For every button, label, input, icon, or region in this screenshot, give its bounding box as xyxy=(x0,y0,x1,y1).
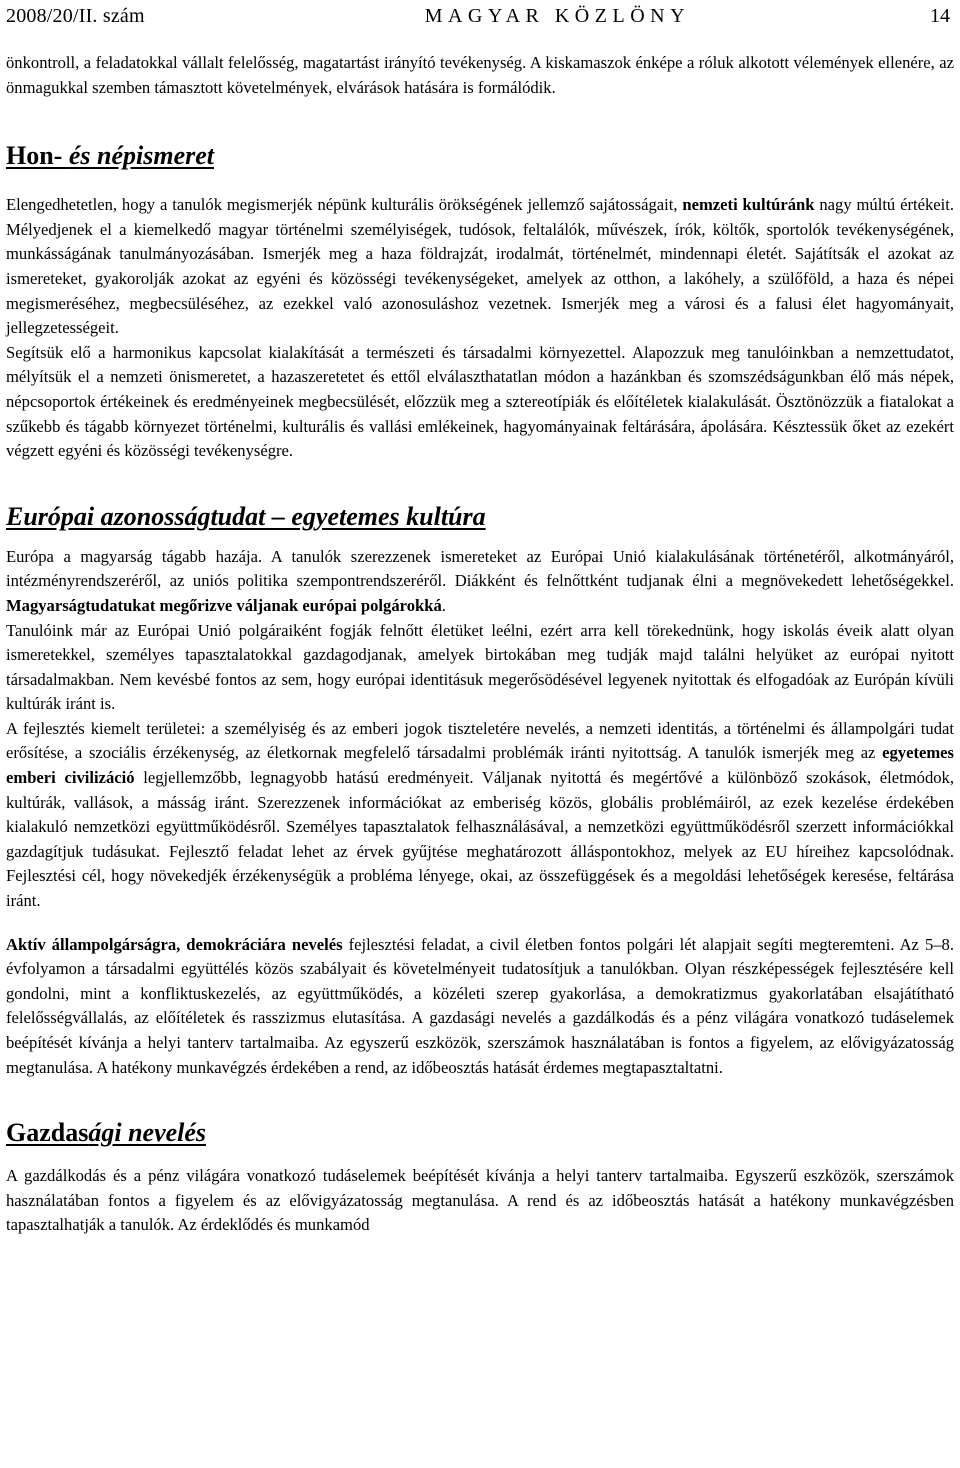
heading-part-italic: ági nevelés xyxy=(88,1118,207,1148)
gazdasagi-paragraph-1: A gazdálkodás és a pénz világára vonatkozó tudáselemek beépítését kívánja a helyi tanterv tartalmaiba. Egyszerű eszközök, szerszámok használatában fontos a figyelem és az elővigyázatosság megtanulása. A rend és az időbeosztás hatását a hatékony munkavégzésben tapasztalhatják a tanulók. Az érdeklődés és munkamód xyxy=(6,1166,954,1235)
europa-paragraph-1 xyxy=(6,545,954,619)
text-run: Elengedhetetlen, hogy a tanulók megismerjék népünk kulturális örökségének jellemző sajátosságait, xyxy=(6,195,683,215)
text-run: fejlesztési feladat, a civil életben fontos polgári lét alapjait segíti megteremteni. Az 5–8. évfolyamon a társadalmi együttélés közös szabályait és követelményeit tudatosítjuk a tanulókban. Olyan részképességek fejlesztésére kell gondolni, mint a konfliktuskezelés, az együttműködés, a közéleti szerep gyakorlása, a demokratizmus gyakorlatában elsajátítható felelősségvállalás, az előítéletek és rasszizmus elutasítása. A gazdasági nevelés a gazdálkodás és a pénz világára vonatkozó tudáselemek beépítését kívánja a helyi tanterv tartalmaiba. Az egyszerű eszközök, szerszámok használatában is fontos a figyelem, az elővigyázatosság megtanulása. A hatékony munkavégzés érdekében a rend, az időbeosztás hatását érdemes megtapasztaltatni. xyxy=(6,934,954,1077)
intro-paragraph: önkontroll, a feladatokkal vállalt felelősség, magatartást irányító tevékenység. A kiskamaszok énképe a róluk alkotott vélemények ellenére, az önmagukkal szemben támasztott követelmények, elvárások hatására is formálódik. xyxy=(6,53,954,97)
page-number: 14 xyxy=(929,5,950,27)
heading-part: Hon- xyxy=(6,141,69,171)
hon-paragraph-2: Segítsük elő a harmonikus kapcsolat kialakítását a természeti és társadalmi környezettel. Alapozzuk meg tanulóinkban a nemzettudatot, mélyítsük el a nemzeti önismeretet, a hazaszeretetet és ettől elválaszthatatlan módon a hazánkban és szomszédságunkban élő más népek, népcsoportok értékeinek és eredményeinek megbecsülését, előzzük meg a sztereotípiák és előítéletek kialakulását. Ösztönözzük a fiatalokat a szűkebb és tágabb környezet történelmi, kulturális és vallási emlékeinek, hagyományainak feltárására, ápolására. Késztessük őket az ezekért végzett egyéni és közösségi tevékenységre. xyxy=(6,342,954,461)
bold-text-run: Magyarságtudatukat megőrizve váljanak európai polgárokká xyxy=(6,595,442,615)
heading-part: Gazdas xyxy=(6,1118,89,1148)
text-run: legjellemzőbb, legnagyobb hatású eredményeit. Váljanak nyitottá és megértővé a különböző szokások, életmódok, kultúrák, vallások, a másság iránt. Szerezzenek információkat az emberiség közös, globális problémáiról, az ezek kezelése érdekében kialakuló nemzetközi együttműködésről. Személyes tapasztalatok felhasználásával, a nemzetközi együttműködésről szerzett információkkal gazdagítjuk tudásukat. Fejlesztő feladat lehet az érvek gyűjtése meghatározott álláspontokhoz, melyek az EU híreihez kapcsolódnak. Fejlesztési cél, hogy növekedjék érzékenységük a probléma lényege, okai, az összefüggések és a megoldási lehetőségek keresése, feltárása iránt. xyxy=(6,768,954,911)
text-run: Európa a magyarság tágabb hazája. A tanulók szerezzenek ismereteket az Európai Unió kialakulásának történetéről, alkotmányáról, intézményrendszeréről, az uniós politika szempontrendszeréről. Diákként és felnőttként tudjanak élni a megnövekedett lehetőségekkel. xyxy=(6,546,954,591)
text-run: . xyxy=(441,595,446,615)
europa-paragraph-4 xyxy=(6,933,954,1081)
bold-text-run: Aktív állampolgárságra, demokráciára nevelés xyxy=(6,934,343,954)
section-heading-europai-azonossagtudat: Európai azonosságtudat – egyetemes kultúra xyxy=(6,501,486,531)
bold-text-run: nemzeti kultúránk xyxy=(682,195,815,215)
issue-date: 2008/20/II. szám xyxy=(6,5,145,27)
europa-paragraph-3 xyxy=(6,717,954,914)
running-header xyxy=(6,3,954,29)
europa-paragraph-2: Tanulóink már az Európai Unió polgáraiként fogják felnőtt életüket leélni, ezért arra kell törekednünk, hogy iskolás éveik alatt olyan ismeretekkel, személyes tapasztalatokkal gazdagodjanak, amelyek birtokában meg tudják majd találni helyüket az európai nyitott társadalmakban. Nem kevésbé fontos az sem, hogy európai identitásuk megerősödésével legyenek nyitottak és elfogadóak az Európán kívüli kultúrák iránt is. xyxy=(6,620,954,714)
hon-paragraph-1 xyxy=(6,193,954,341)
section-heading-hon-es-nepismeret xyxy=(6,140,954,172)
heading-part-italic: és népismeret xyxy=(68,141,214,171)
journal-title: MAGYAR KÖZLÖNY xyxy=(424,5,691,27)
text-run: nagy múltú értékeit. Mélyedjenek el a kiemelkedő magyar történelmi személyiségek, tudósok, feltalálók, művészek, írók, költők, sportolók tevékenységének, munkásságának tanulmányozásában. Ismerjék meg a haza földrajzát, irodalmát, történelmét, mindennapi életét. Sajátítsák el azokat az ismereteket, gyakorolják azokat az egyéni és közösségi tevékenységeket, amelyek az otthon, a lakóhely, a szülőföld, a haza és népei megismeréséhez, megbecsüléséhez, az ezekkel való azonosuláshoz vezetnek. Ismerjék meg a városi és a falusi élet hagyományait, jellegzetességeit. xyxy=(6,195,955,338)
text-run: A fejlesztés kiemelt területei: a személyiség és az emberi jogok tiszteletére nevelés, a nemzeti identitás, a történelmi és állampolgári tudat erősítése, a szociális érzékenység, az életkornak megfelelő társadalmi problémák iránti nyitottság. A tanulók ismerjék meg az xyxy=(6,718,954,763)
bold-text-run: egyetemes emberi civilizáció xyxy=(6,743,954,788)
section-heading-gazdasagi-neveles xyxy=(6,1117,954,1149)
